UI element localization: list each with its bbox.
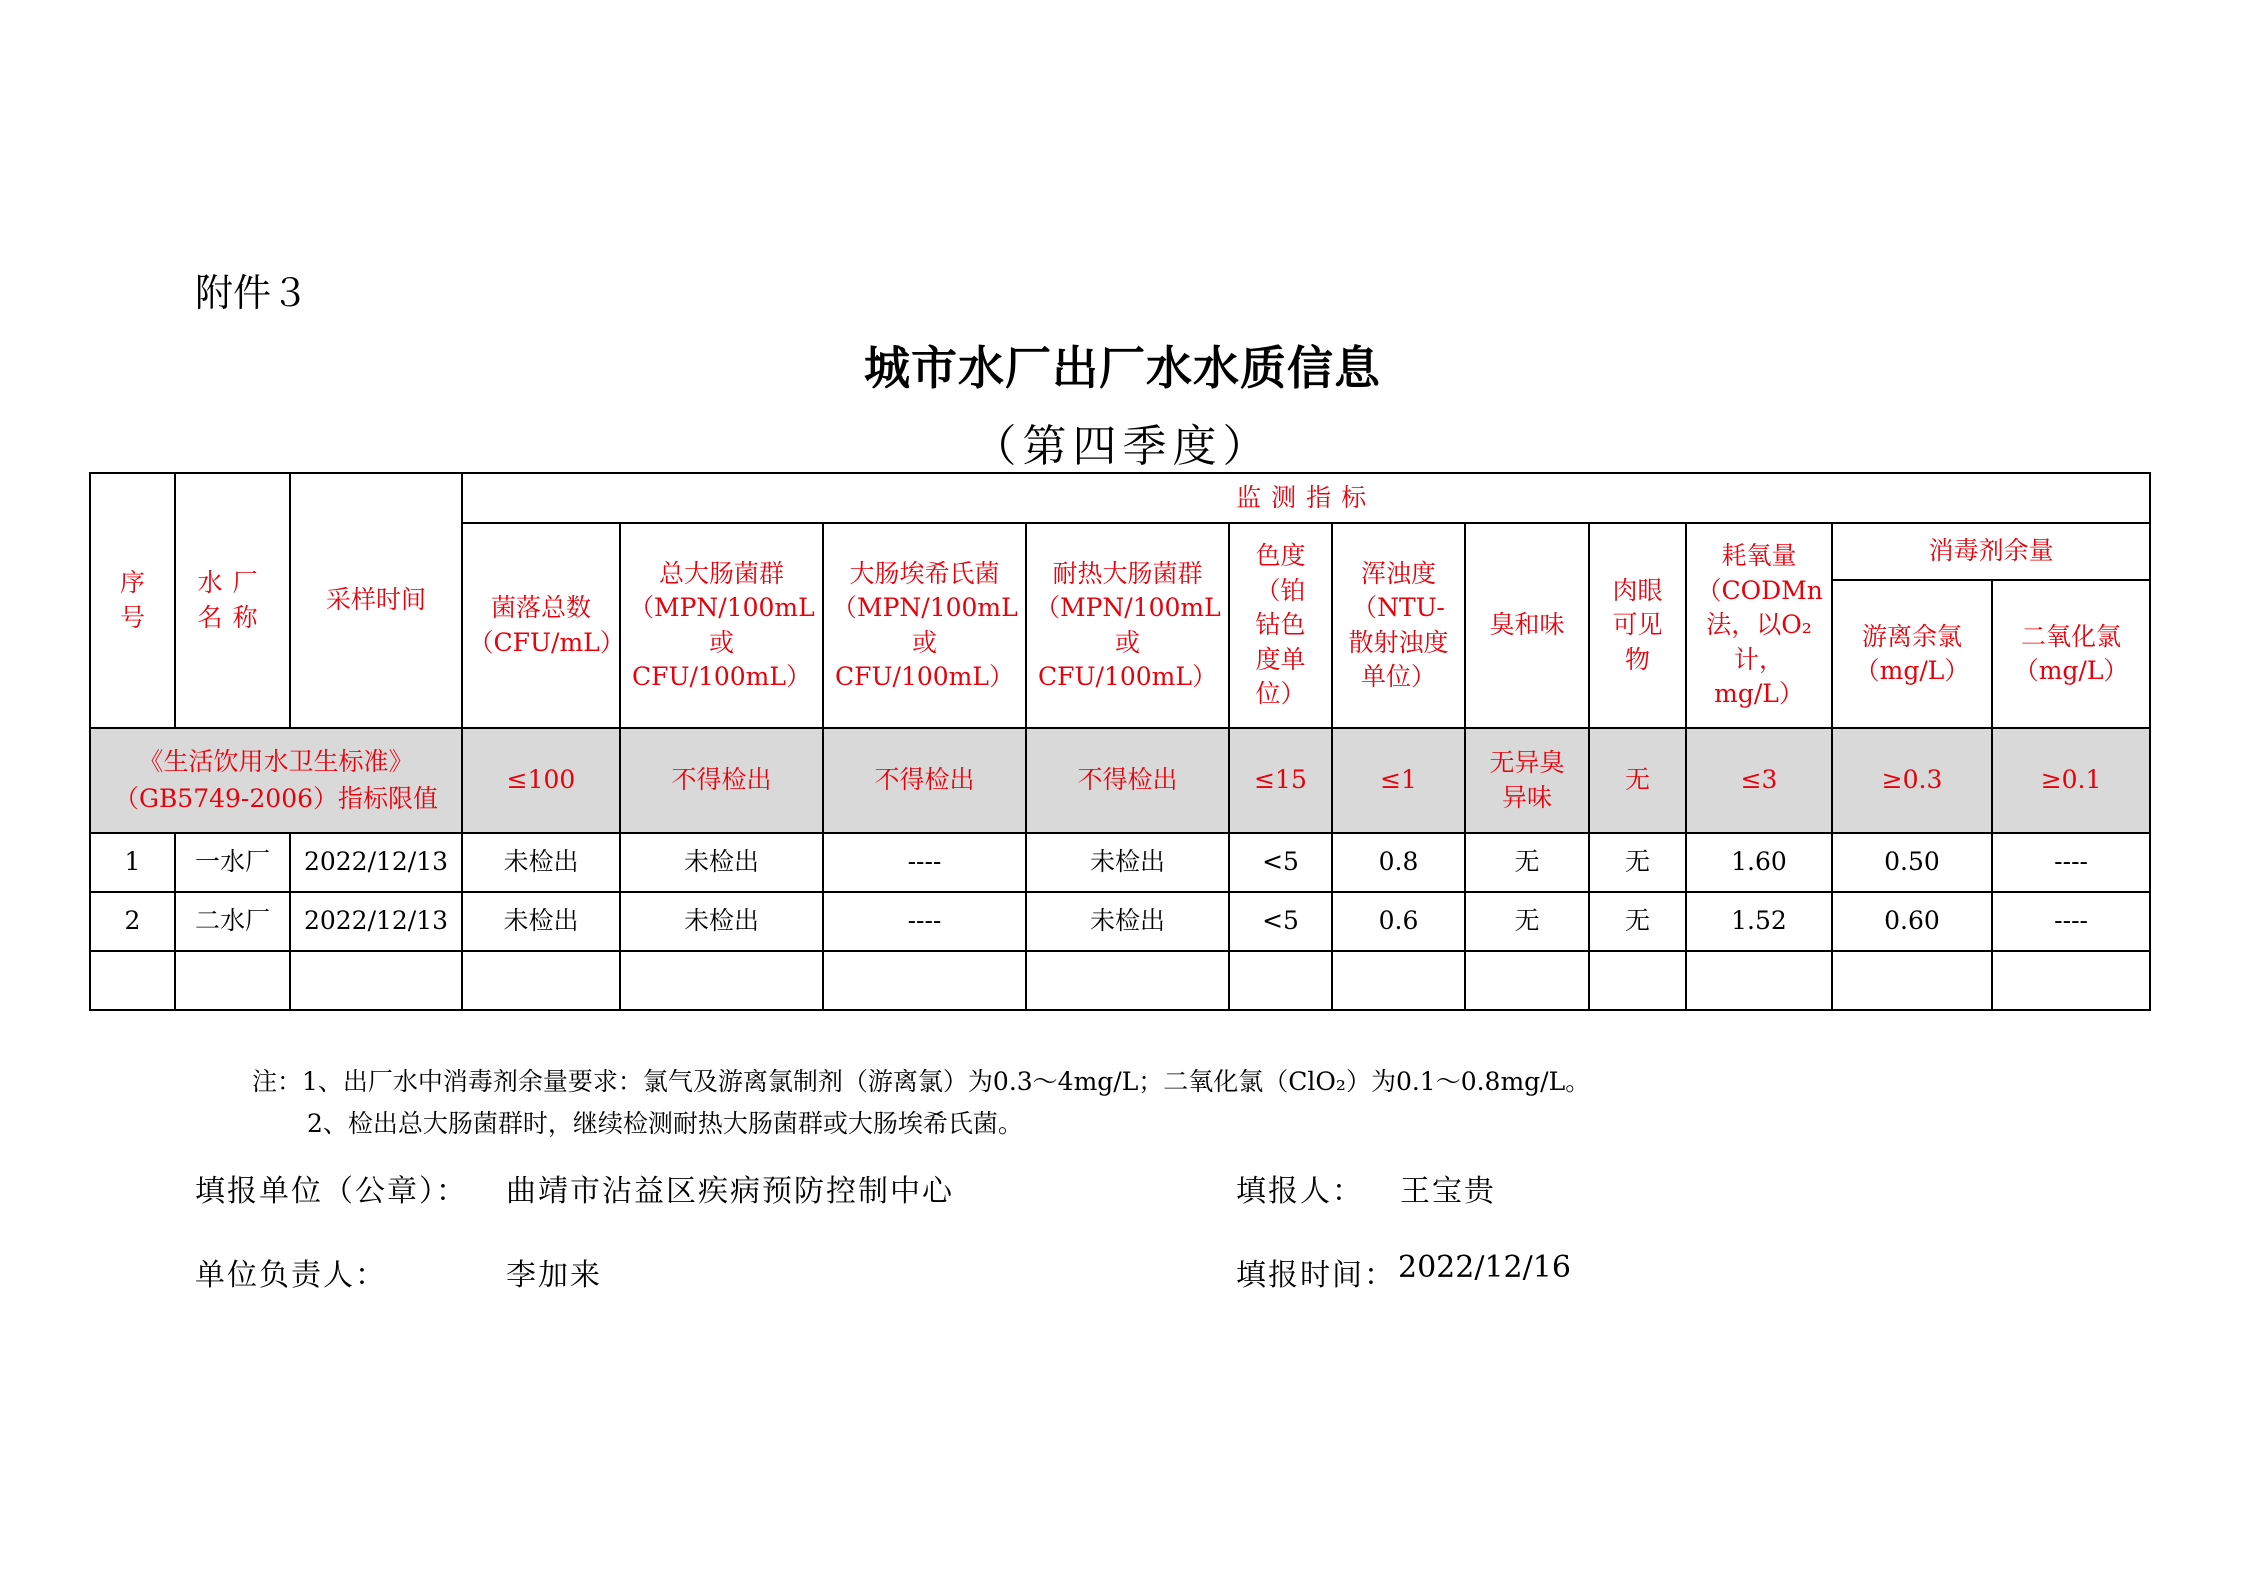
date-value: 2022/12/16 bbox=[1398, 1250, 1571, 1285]
page-subtitle: （第四季度） bbox=[972, 421, 1273, 472]
header-visible: 肉眼可见物 bbox=[1589, 523, 1686, 728]
table-row bbox=[90, 892, 2150, 951]
header-seq: 序号 bbox=[90, 473, 175, 728]
header-time: 采样时间 bbox=[290, 473, 462, 728]
head-label: 单位负责人： bbox=[195, 1258, 387, 1293]
cell: 未检出 bbox=[462, 833, 620, 892]
unit-label: 填报单位（公章）： bbox=[195, 1174, 468, 1209]
cell: 0.50 bbox=[1832, 833, 1992, 892]
standard-label: 《生活饮用水卫生标准》（GB5749-2006）指标限值 bbox=[90, 728, 462, 833]
table-row bbox=[90, 833, 2150, 892]
standard-cell: ≤3 bbox=[1686, 728, 1832, 833]
header-colony: 菌落总数（CFU/mL） bbox=[462, 523, 620, 728]
header-monitor-group: 监测指标 bbox=[462, 473, 2150, 523]
standard-cell: 不得检出 bbox=[1026, 728, 1229, 833]
standard-cell: ≤100 bbox=[462, 728, 620, 833]
cell: 无 bbox=[1465, 892, 1589, 951]
header-color: 色度（铂钴色度单位） bbox=[1229, 523, 1332, 728]
cell: 0.8 bbox=[1332, 833, 1465, 892]
cell: 1.52 bbox=[1686, 892, 1832, 951]
cell: 未检出 bbox=[462, 892, 620, 951]
note-2: 2、检出总大肠菌群时，继续检测耐热大肠菌群或大肠埃希氏菌。 bbox=[307, 1109, 1023, 1138]
cell: <5 bbox=[1229, 892, 1332, 951]
header-odor: 臭和味 bbox=[1465, 523, 1589, 728]
standard-cell: 无异臭异味 bbox=[1465, 728, 1589, 833]
cell: 一水厂 bbox=[175, 833, 290, 892]
cell: 未检出 bbox=[620, 833, 823, 892]
header-thermo: 耐热大肠菌群（MPN/100mL或CFU/100mL） bbox=[1026, 523, 1229, 728]
unit-value: 曲靖市沾益区疾病预防控制中心 bbox=[506, 1174, 954, 1209]
cell: ---- bbox=[1992, 892, 2150, 951]
cell: ---- bbox=[823, 892, 1026, 951]
date-label: 填报时间： bbox=[1236, 1258, 1396, 1293]
reporter-value: 王宝贵 bbox=[1400, 1174, 1496, 1209]
cell: 0.60 bbox=[1832, 892, 1992, 951]
cell: 1 bbox=[90, 833, 175, 892]
cell: 未检出 bbox=[620, 892, 823, 951]
header-plant: 水厂名称 bbox=[175, 473, 290, 728]
cell: 1.60 bbox=[1686, 833, 1832, 892]
water-quality-table bbox=[89, 472, 2151, 1011]
cell: ---- bbox=[1992, 833, 2150, 892]
standard-cell: ≤1 bbox=[1332, 728, 1465, 833]
cell: 2022/12/13 bbox=[290, 833, 462, 892]
standard-cell: ≥0.3 bbox=[1832, 728, 1992, 833]
cell: 二水厂 bbox=[175, 892, 290, 951]
reporter-label: 填报人： bbox=[1236, 1174, 1364, 1209]
header-disinfectant-group: 消毒剂余量 bbox=[1832, 523, 2150, 580]
attachment-label: 附件３ bbox=[195, 271, 310, 315]
standard-cell: ≤15 bbox=[1229, 728, 1332, 833]
cell: 未检出 bbox=[1026, 892, 1229, 951]
cell: 0.6 bbox=[1332, 892, 1465, 951]
standard-row bbox=[90, 728, 2150, 833]
cell: 未检出 bbox=[1026, 833, 1229, 892]
header-free-chlorine: 游离余氯（mg/L） bbox=[1832, 580, 1992, 728]
head-value: 李加来 bbox=[506, 1258, 602, 1293]
page-title: 城市水厂出厂水水质信息 bbox=[864, 341, 1381, 395]
header-total-coliform: 总大肠菌群（MPN/100mL或CFU/100mL） bbox=[620, 523, 823, 728]
standard-cell: 无 bbox=[1589, 728, 1686, 833]
cell: 无 bbox=[1589, 833, 1686, 892]
standard-cell: 不得检出 bbox=[823, 728, 1026, 833]
cell: 2 bbox=[90, 892, 175, 951]
header-cod: 耗氧量（CODMn法，以O₂计，mg/L） bbox=[1686, 523, 1832, 728]
cell: 无 bbox=[1589, 892, 1686, 951]
cell: <5 bbox=[1229, 833, 1332, 892]
cell: ---- bbox=[823, 833, 1026, 892]
standard-cell: ≥0.1 bbox=[1992, 728, 2150, 833]
standard-cell: 不得检出 bbox=[620, 728, 823, 833]
cell: 无 bbox=[1465, 833, 1589, 892]
header-chlorine-dioxide: 二氧化氯（mg/L） bbox=[1992, 580, 2150, 728]
header-turbidity: 浑浊度（NTU-散射浊度单位） bbox=[1332, 523, 1465, 728]
note-1: 注：1、出厂水中消毒剂余量要求：氯气及游离氯制剂（游离氯）为0.3～4mg/L；二氧化氯（ClO₂）为0.1～0.8mg/L。 bbox=[252, 1067, 1591, 1096]
empty-row bbox=[90, 951, 2150, 1010]
cell: 2022/12/13 bbox=[290, 892, 462, 951]
header-ecoli: 大肠埃希氏菌（MPN/100mL或CFU/100mL） bbox=[823, 523, 1026, 728]
